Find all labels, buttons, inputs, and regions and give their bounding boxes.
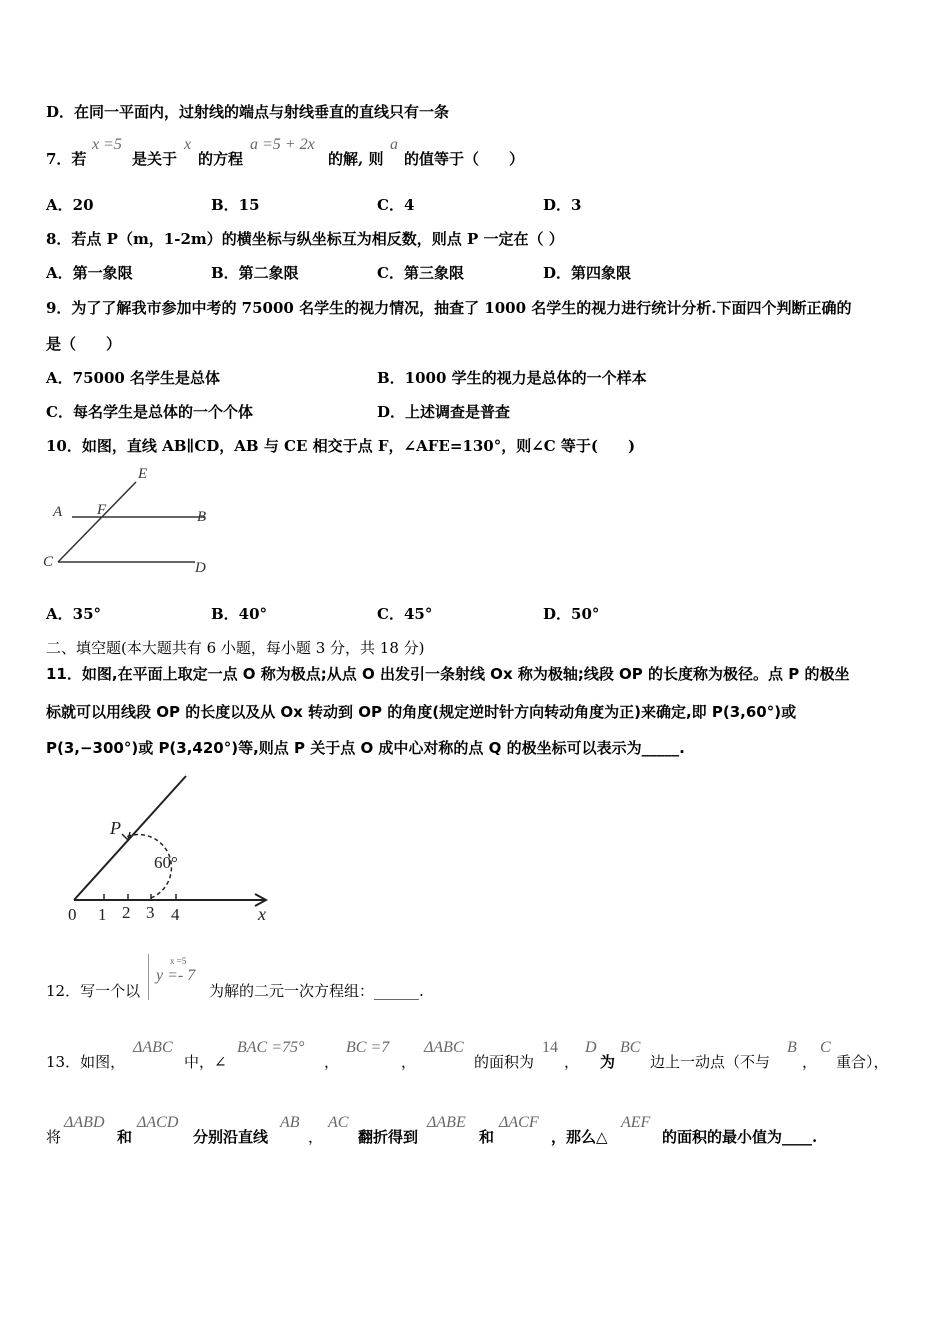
- q7-option-d: D．3: [543, 196, 582, 214]
- q13-m-ab: AB: [280, 1114, 300, 1131]
- q13-b1: 将: [46, 1128, 62, 1146]
- q8-option-c: C．第三象限: [377, 264, 464, 282]
- q8-option-a: A．第一象限: [46, 264, 133, 282]
- q8-option-b: B．第二象限: [211, 264, 299, 282]
- q7-number: 7．若: [46, 150, 87, 168]
- q9-stem-line1: 9．为了了解我市参加中考的 75000 名学生的视力情况，抽查了 1000 名学生的视力进行统计分析.下面四个判断正确的: [46, 299, 852, 317]
- q13-m-14: 14: [542, 1039, 558, 1056]
- q10-option-d: D．50°: [543, 605, 600, 623]
- q7-text-3: 的解, 则: [328, 150, 384, 168]
- q13-m-aef: AEF: [621, 1114, 651, 1131]
- q9-stem-line2: 是（ ）: [46, 335, 122, 353]
- q13-a8: 边上一动点（不与: [650, 1053, 771, 1071]
- q13-a9: ，: [802, 1053, 818, 1071]
- tick-label-0: 0: [68, 905, 77, 924]
- section-2-heading: 二、填空题(本大题共有 6 小题，每小题 3 分，共 18 分): [46, 639, 425, 657]
- tick-label-3: 3: [146, 903, 155, 922]
- q9-option-a: A．75000 名学生是总体: [46, 369, 221, 387]
- label-c: C: [43, 554, 54, 570]
- q7-math-x5: x =5: [92, 136, 122, 153]
- brace-icon: [148, 954, 153, 1000]
- q13-a1: 13．如图，: [46, 1053, 126, 1071]
- arc-arrow-icon: [122, 832, 130, 840]
- q13-m-ac: AC: [328, 1114, 349, 1131]
- q13-b3: 分别沿直线: [193, 1128, 269, 1146]
- q13-m-abc: ΔABC: [133, 1039, 173, 1056]
- q10-figure: [40, 460, 220, 580]
- label-60-degrees: 60°: [154, 853, 178, 872]
- q13-a6: ，: [564, 1053, 580, 1071]
- q10-stem: 10．如图，直线 AB∥CD，AB 与 CE 相交于点 F，∠AFE=130°，则∠C 等于( ): [46, 437, 636, 455]
- q7-text-1: 是关于: [132, 150, 178, 168]
- q12-sys-bottom: y =- 7: [156, 967, 196, 984]
- q12-sys-top: x =5: [170, 956, 187, 966]
- q13-m-abd: ΔABD: [64, 1114, 105, 1131]
- line-ce: [58, 482, 136, 562]
- q13-b5: 翻折得到: [358, 1128, 419, 1146]
- q13-b4: ，: [308, 1128, 324, 1146]
- q13-b2: 和: [117, 1128, 133, 1146]
- q11-line2: 标就可以用线段 OP 的长度以及从 Ox 转动到 OP 的角度(规定逆时针方向转动角度为正)来确定,即 P(3,60°)或: [46, 703, 797, 721]
- q7-math-eq: a =5 + 2x: [250, 136, 315, 153]
- q13-a5: 的面积为: [474, 1053, 535, 1071]
- q9-option-b: B．1000 学生的视力是总体的一个样本: [377, 369, 647, 387]
- q13-a7: 为: [600, 1053, 616, 1071]
- q12-post: 为解的二元一次方程组：______.: [209, 982, 424, 1000]
- q13-m-d: D: [585, 1039, 597, 1056]
- q13-b8: 的面积的最小值为____.: [662, 1128, 818, 1146]
- q11-figure: [58, 770, 288, 930]
- q9-option-d: D．上述调查是普查: [377, 403, 511, 421]
- q13-m-acd: ΔACD: [137, 1114, 179, 1131]
- q10-option-a: A．35°: [46, 605, 102, 623]
- q13-a4: ，: [401, 1053, 417, 1071]
- label-a: A: [53, 504, 63, 520]
- q11-line3: P(3,−300°)或 P(3,420°)等,则点 P 关于点 O 成中心对称的点 Q 的极坐标可以表示为_____.: [46, 739, 685, 757]
- q13-m-bac: BAC =75°: [237, 1039, 305, 1056]
- q12-pre: 12．写一个以: [46, 982, 141, 1000]
- q8-option-d: D．第四象限: [543, 264, 632, 282]
- q7-math-x: x: [184, 136, 192, 153]
- q6-option-d: D．在同一平面内，过射线的端点与射线垂直的直线只有一条: [46, 103, 450, 121]
- tick-label-1: 1: [98, 905, 107, 924]
- q13-a3: ，: [324, 1053, 340, 1071]
- label-b: B: [197, 509, 207, 525]
- q7-math-a: a: [390, 136, 398, 153]
- q7-text-2: 的方程: [198, 150, 244, 168]
- label-p: P: [110, 818, 121, 838]
- q13-a10: 重合），: [836, 1053, 889, 1071]
- label-f: F: [97, 502, 107, 518]
- q13-m-bc2: BC: [620, 1039, 641, 1056]
- q7-text-4: 的值等于（ ）: [404, 150, 525, 168]
- q7-option-b: B．15: [211, 196, 260, 214]
- label-e: E: [138, 466, 148, 482]
- q8-stem: 8．若点 P（m，1-2m）的横坐标与纵坐标互为相反数，则点 P 一定在（ ）: [46, 230, 564, 248]
- tick-label-4: 4: [171, 905, 180, 924]
- tick-label-2: 2: [122, 903, 131, 922]
- q10-option-b: B．40°: [211, 605, 268, 623]
- label-x: x: [258, 904, 266, 924]
- q13-m-abe: ΔABE: [427, 1114, 466, 1131]
- q13-m-bc: BC =7: [346, 1039, 390, 1056]
- q13-m-abc2: ΔABC: [424, 1039, 464, 1056]
- q10-option-c: C．45°: [377, 605, 433, 623]
- q13-m-c: C: [820, 1039, 831, 1056]
- q7-option-c: C．4: [377, 196, 415, 214]
- q13-a2: 中，∠: [184, 1053, 227, 1071]
- q7-option-a: A．20: [46, 196, 94, 214]
- q13-m-b: B: [787, 1039, 797, 1056]
- q13-b6: 和: [479, 1128, 495, 1146]
- q13-m-acf: ΔACF: [499, 1114, 539, 1131]
- q11-line1: 11．如图,在平面上取定一点 O 称为极点;从点 O 出发引一条射线 Ox 称为极轴;线段 OP 的长度称为极径。点 P 的极坐: [46, 665, 850, 683]
- label-d: D: [195, 560, 206, 576]
- q9-option-c: C．每名学生是总体的一个个体: [46, 403, 253, 421]
- q13-b7: ，那么△: [551, 1128, 608, 1146]
